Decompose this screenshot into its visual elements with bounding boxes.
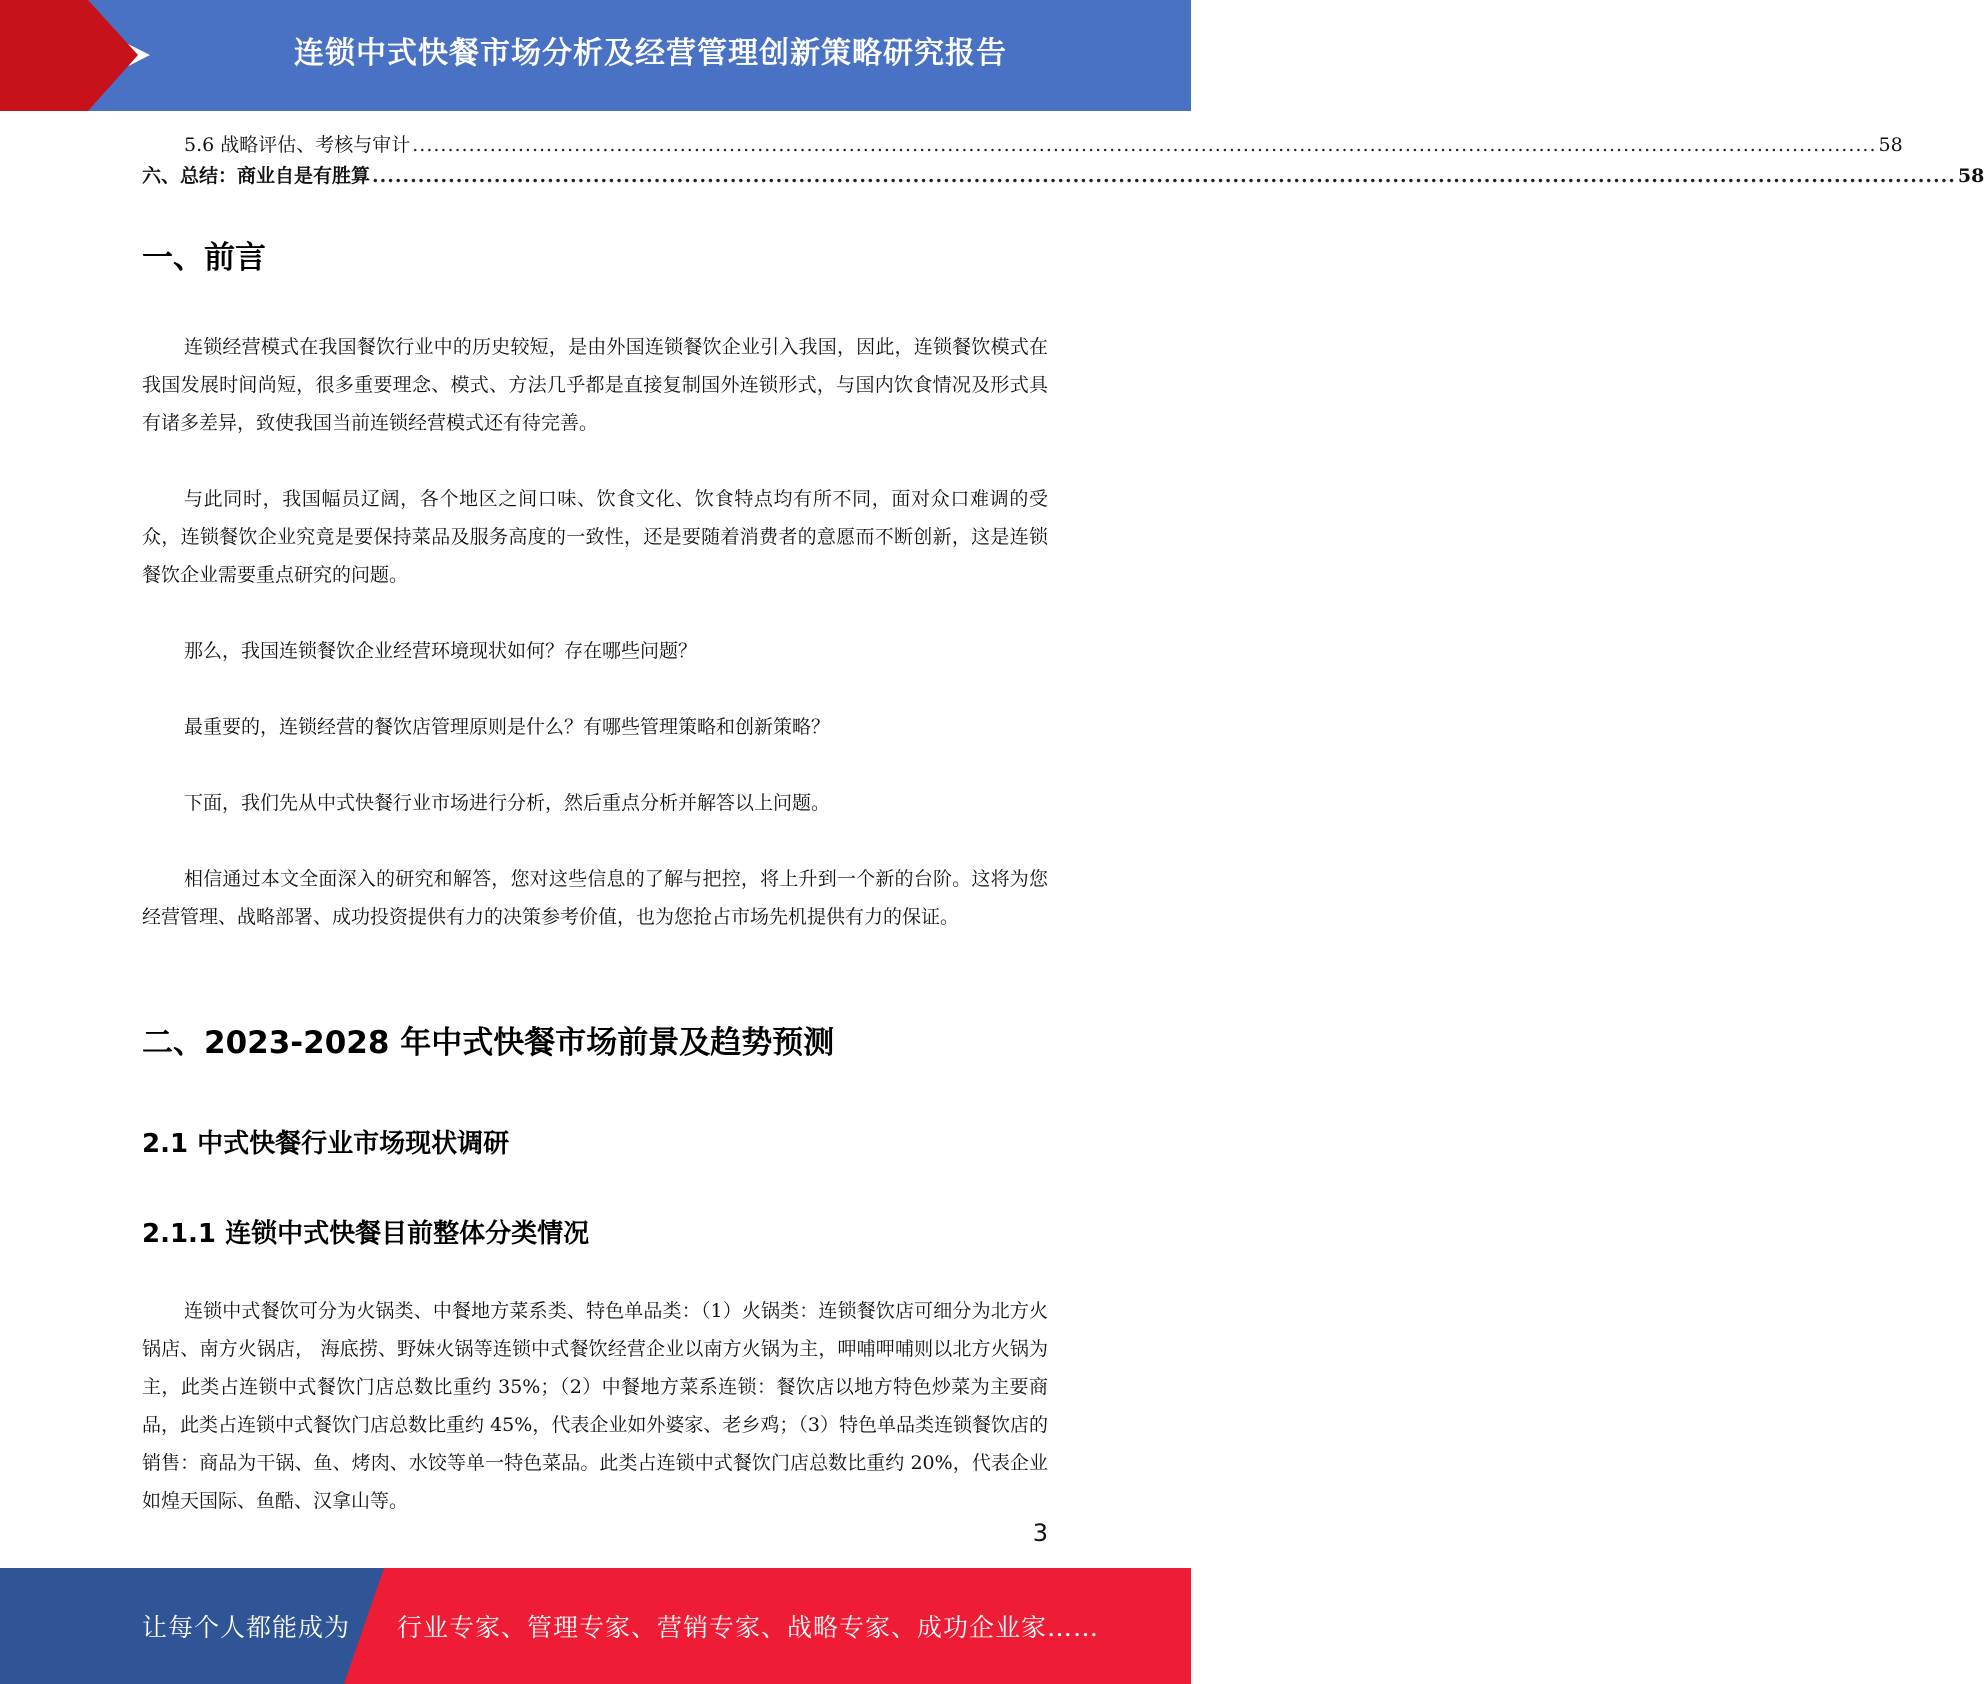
subsection-heading: 2.1 中式快餐行业市场现状调研 <box>142 1129 510 1159</box>
page-footer <box>0 1568 1191 1684</box>
footer-slogan-right: 行业专家、管理专家、营销专家、战略专家、成功企业家…… <box>397 1613 1100 1642</box>
footer-slogan-left: 让每个人都能成为 <box>142 1613 351 1642</box>
paragraph: 与此同时，我国幅员辽阔，各个地区之间口味、饮食文化、饮食特点均有所不同，面对众口难调的受众，连锁餐饮企业究竟是要保持菜品及服务高度的一致性，还是要随着消费者的意愿而不断创新，这是连锁餐饮企业需要重点研究的问题。 <box>142 488 1048 586</box>
toc-entry[interactable] <box>184 130 1903 157</box>
toc-entry[interactable] <box>142 161 1984 188</box>
toc-entry-label: 六、总结：商业自是有胜算 <box>142 165 371 187</box>
toc-entry-page: 58 <box>1957 165 1984 187</box>
paragraph: 最重要的，连锁经营的餐饮店管理原则是什么？有哪些管理策略和创新策略？ <box>184 716 831 738</box>
page-header <box>0 0 1191 111</box>
paragraph: 连锁中式餐饮可分为火锅类、中餐地方菜系类、特色单品类：（1）火锅类：连锁餐饮店可细分为北方火锅店、南方火锅店， 海底捞、野妹火锅等连锁中式餐饮经营企业以南方火锅为主，呷哺呷哺则以北方火锅为主，此类占连锁中式餐饮门店总数比重约 35%；（2）中餐地方菜系连锁：餐饮店以地方特色炒菜为主要商品，此类占连锁中式餐饮门店总数比重约 45%，代表企业如外婆家、老乡鸡；（3）特色单品类连锁餐饮店的销售：商品为干锅、鱼、烤肉、水饺等单一特色菜品。此类占连锁中式餐饮门店总数比重约 20%，代表企业如煌天国际、鱼酷、汉拿山等。 <box>142 1300 1048 1512</box>
subsection-heading: 2.1.1 连锁中式快餐目前整体分类情况 <box>142 1219 590 1249</box>
page-number: 3 <box>1032 1519 1048 1547</box>
toc-leader-dots: ................................................................................................................................................................................................................ <box>372 165 1956 187</box>
section-heading-market-outlook: 二、2023-2028 年中式快餐市场前景及趋势预测 <box>142 1025 835 1061</box>
toc-leader-dots: ................................................................................................................................................................................................................ <box>412 134 1877 156</box>
paragraph: 下面，我们先从中式快餐行业市场进行分析，然后重点分析并解答以上问题。 <box>184 792 831 814</box>
document-title: 连锁中式快餐市场分析及经营管理创新策略研究报告 <box>294 36 1007 71</box>
paragraph: 连锁经营模式在我国餐饮行业中的历史较短，是由外国连锁餐饮企业引入我国，因此，连锁餐饮模式在我国发展时间尚短，很多重要理念、模式、方法几乎都是直接复制国外连锁形式，与国内饮食情况及形式具有诸多差异，致使我国当前连锁经营模式还有待完善。 <box>142 336 1048 434</box>
paragraph: 那么，我国连锁餐饮企业经营环境现状如何？存在哪些问题？ <box>184 640 698 662</box>
toc-entry-page: 58 <box>1878 134 1903 156</box>
section-heading-preface: 一、前言 <box>142 240 266 276</box>
paragraph: 相信通过本文全面深入的研究和解答，您对这些信息的了解与把控，将上升到一个新的台阶。这将为您经营管理、战略部署、成功投资提供有力的决策参考价值，也为您抢占市场先机提供有力的保证。 <box>142 868 1048 928</box>
toc-entry-label: 5.6 战略评估、考核与审计 <box>184 134 411 156</box>
